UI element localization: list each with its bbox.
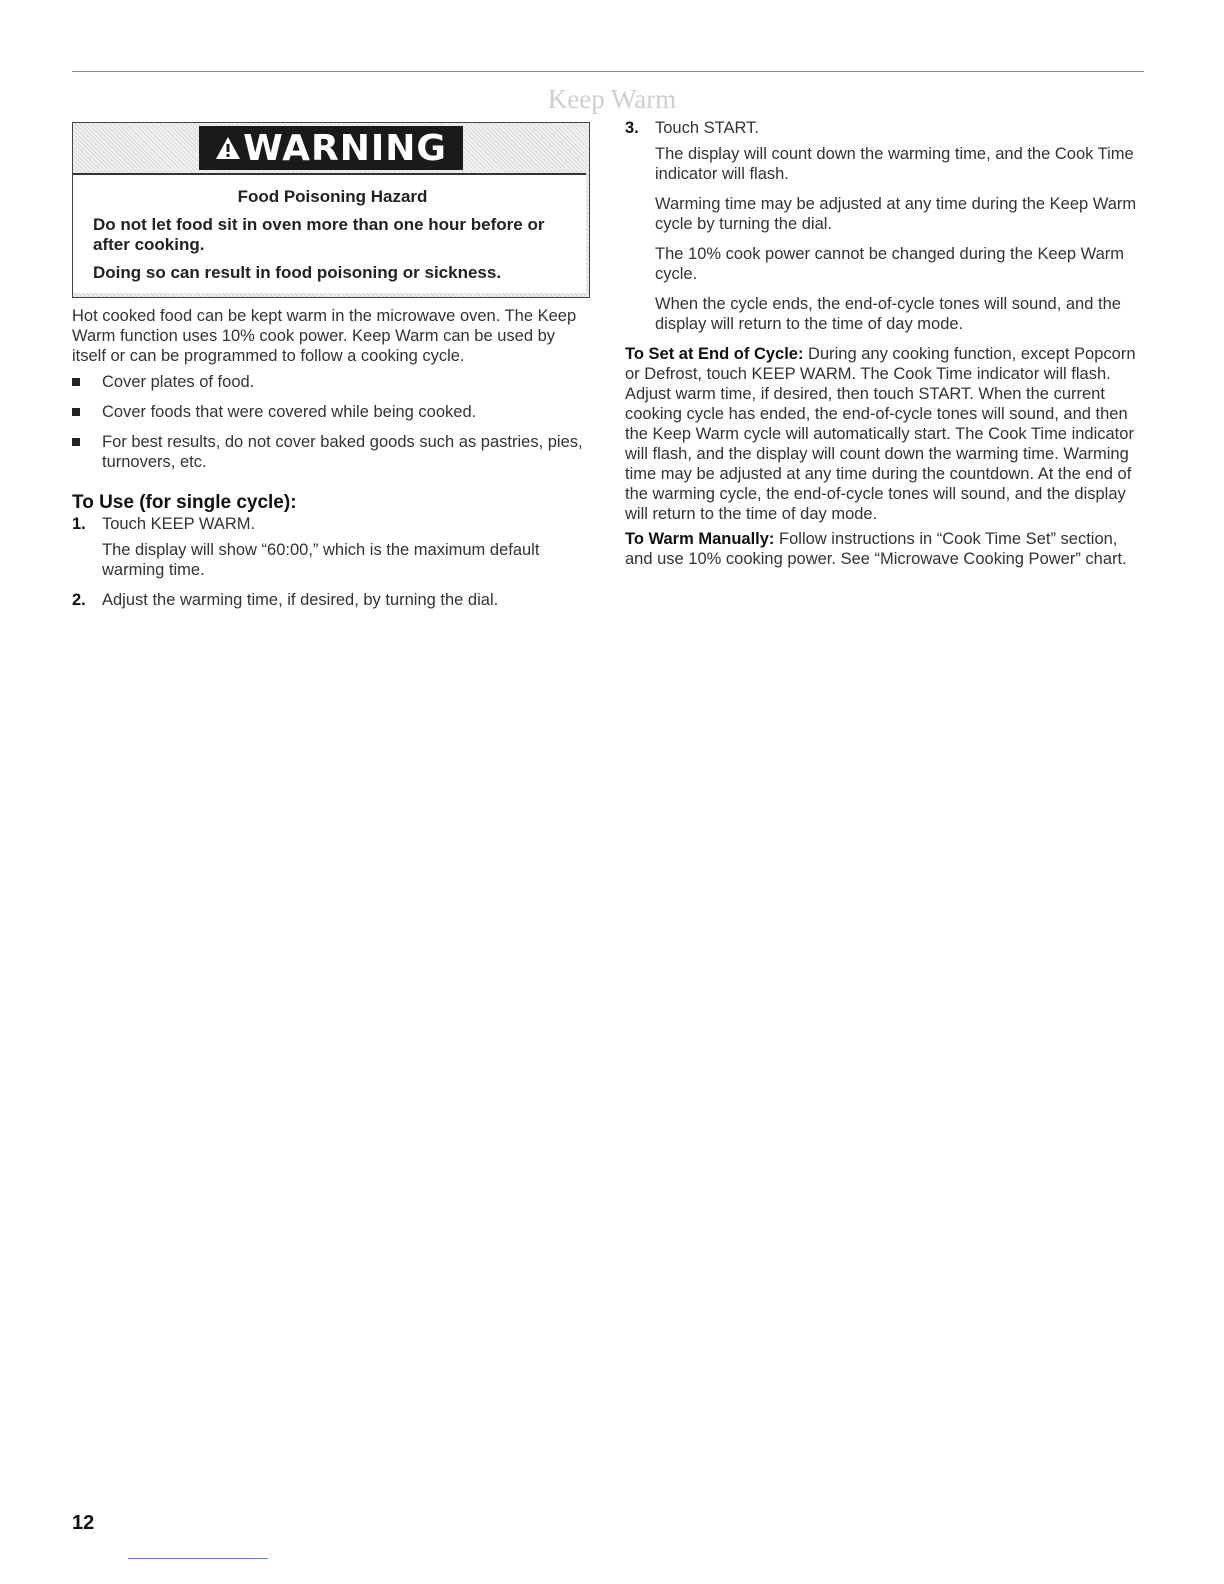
footer-line: [128, 1558, 268, 1559]
warning-content: [73, 173, 586, 293]
step-number: 2.: [72, 591, 86, 609]
bullet-list: [72, 372, 590, 472]
warning-line: Doing so can result in food poisoning or sickness.: [93, 263, 502, 282]
step-text: Adjust the warming time, if desired, by turning the dial.: [102, 591, 499, 609]
header-rule: [72, 71, 1144, 72]
end-of-cycle-paragraph: [625, 344, 1145, 524]
step-text: Touch START.: [655, 119, 759, 137]
warm-manually-text: Follow instructions in “Cook Time Set” section, and use 10% cooking power. See “Microwave Cooking Power” chart.: [625, 530, 1127, 568]
list-item: Cover foods that were covered while being cooked.: [72, 402, 590, 422]
step-text: Touch KEEP WARM.: [102, 515, 256, 533]
step-detail: The display will show “60:00,” which is the maximum default warming time.: [102, 541, 540, 579]
page-number: 12: [72, 1512, 95, 1534]
warning-bottom-hatch: [73, 293, 589, 297]
intro-paragraph: Hot cooked food can be kept warm in the microwave oven. The Keep Warm function uses 10% cook power. Keep Warm can be used by itself or can be programmed to follow a cooking cycle.: [72, 307, 577, 365]
step-number: 3.: [625, 119, 639, 137]
step-detail: Warming time may be adjusted at any time during the Keep Warm cycle by turning the dial.: [655, 195, 1137, 233]
warm-manually-label: To Warm Manually:: [625, 530, 775, 548]
step-detail: The display will count down the warming time, and the Cook Time indicator will flash.: [655, 145, 1134, 183]
left-column: [72, 122, 590, 616]
warning-triangle-icon: [215, 136, 241, 160]
warm-manually-paragraph: [625, 529, 1145, 569]
end-of-cycle-text: During any cooking function, except Popcorn or Defrost, touch KEEP WARM. The Cook Time indicator will flash. Adjust warm time, if desired, then touch START. When the current cooking cycle has ended, the end-of-cycle tones will sound, and then the Keep Warm cycle will automatically start. The Cook Time indicator will flash, and the display will count down the warming time. Warming time may be adjusted at any time during the countdown. At the end of the warming cycle, the end-of-cycle tones will sound, and the display will return to the time of day mode.: [625, 345, 1136, 523]
list-item: Cover plates of food.: [72, 372, 590, 392]
section-heading: To Use (for single cycle):: [72, 492, 297, 513]
warning-label: [199, 126, 463, 170]
warning-line: Do not let food sit in oven more than one hour before or after cooking.: [93, 215, 545, 254]
warning-side-hatch: [586, 173, 589, 293]
warning-hazard-title: Food Poisoning Hazard: [237, 187, 428, 206]
list-item: For best results, do not cover baked goods such as pastries, pies, turnovers, etc.: [72, 432, 590, 472]
step-2: [72, 590, 590, 610]
end-of-cycle-label: To Set at End of Cycle:: [625, 345, 804, 363]
warning-box: [72, 122, 590, 298]
step-1: [72, 514, 590, 534]
warning-header: [73, 123, 589, 173]
page-title: Keep Warm: [547, 84, 677, 114]
step-3: [625, 118, 1145, 138]
warning-label-text: WARNING: [243, 127, 447, 169]
step-detail: The 10% cook power cannot be changed during the Keep Warm cycle.: [655, 245, 1125, 283]
step-detail: When the cycle ends, the end-of-cycle tones will sound, and the display will return to the time of day mode.: [655, 295, 1121, 333]
right-column: [625, 118, 1145, 574]
warning-body: [73, 173, 589, 293]
step-number: 1.: [72, 515, 86, 533]
